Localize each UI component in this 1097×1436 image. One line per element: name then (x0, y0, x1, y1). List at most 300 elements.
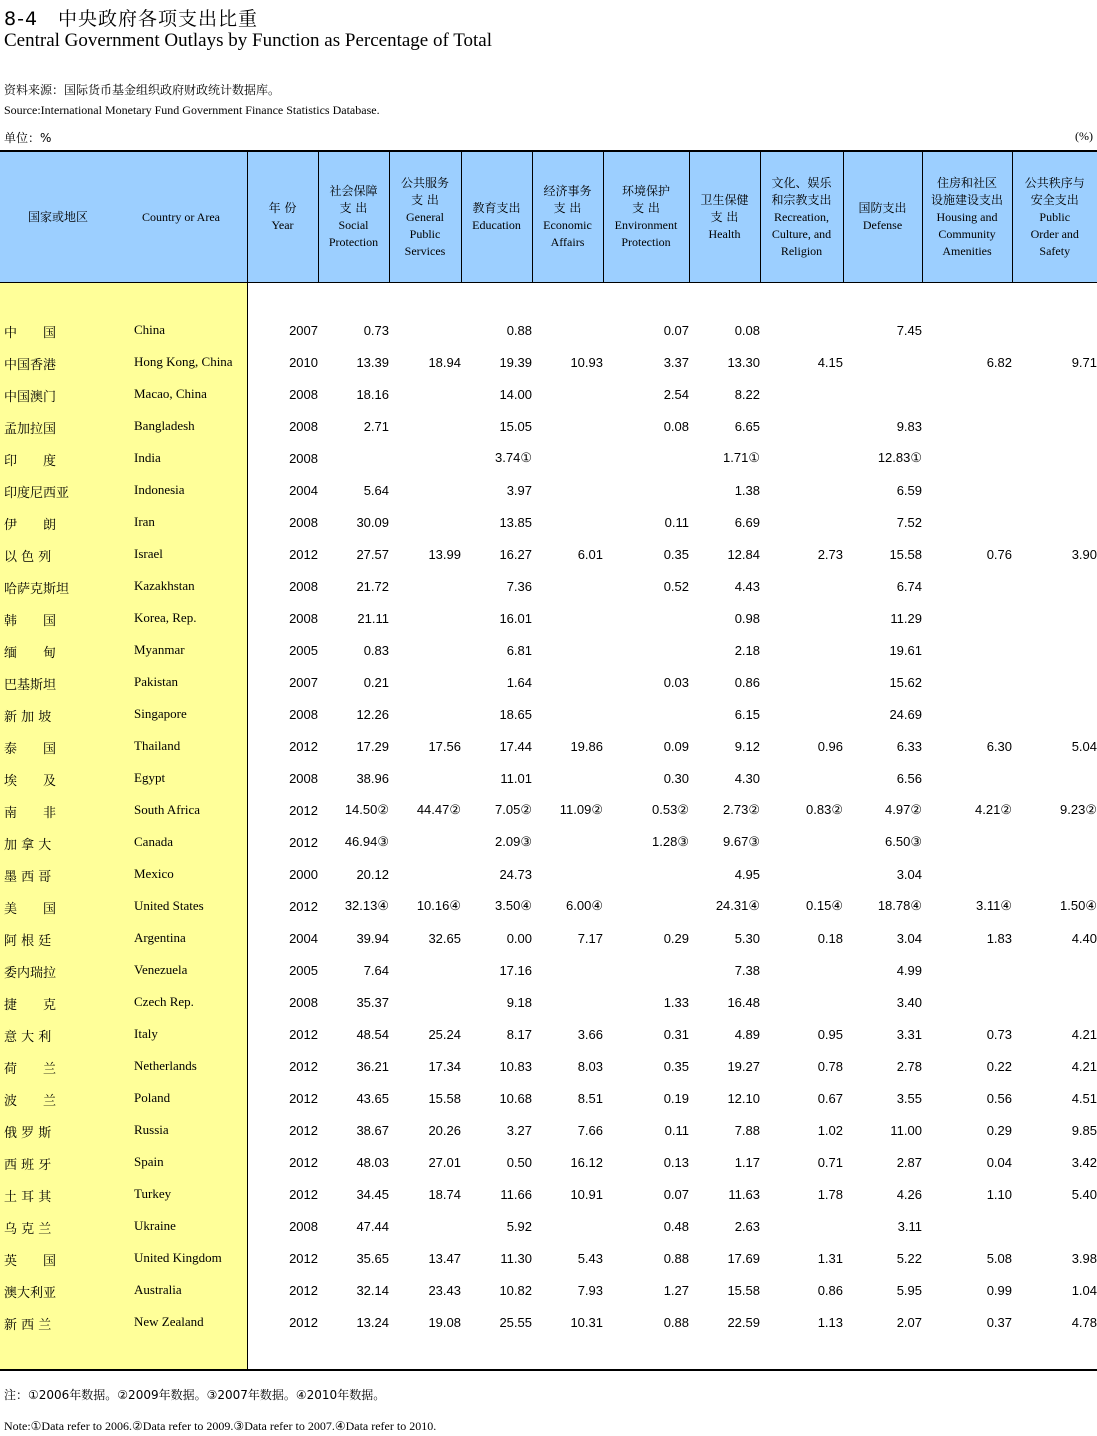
value-cell (1012, 314, 1097, 346)
year-cell: 2012 (289, 546, 318, 562)
value-cell: 0.04 (986, 1154, 1012, 1170)
country-name-en: Czech Rep. (134, 994, 194, 1009)
value-cell (922, 986, 1012, 1018)
value-cell: 5.40 (1071, 1186, 1097, 1202)
country-name-en: New Zealand (134, 1314, 204, 1329)
value-cell: 0.07 (663, 1186, 689, 1202)
header-health-line: Health (708, 226, 741, 241)
value-cell: 19.39 (499, 354, 532, 370)
country-cell (0, 1050, 247, 1082)
value-cell: 12.10 (727, 1090, 760, 1106)
value-cell (922, 314, 1012, 346)
header-order-line: Order and (1030, 226, 1079, 241)
value-cell: 18.74 (428, 1186, 461, 1202)
country-name-zh: 新 西 兰 (4, 1318, 52, 1333)
country-cell (0, 666, 247, 698)
value-cell (760, 410, 843, 442)
value-cell: 0.03 (663, 674, 689, 690)
value-cell: 0.99 (986, 1282, 1012, 1298)
country-name-en: China (134, 322, 166, 337)
value-cell: 12.83① (877, 450, 922, 465)
country-name-zh: 加 拿 大 (4, 838, 52, 853)
value-cell: 47.44 (356, 1218, 389, 1234)
country-name-en: United Kingdom (134, 1250, 222, 1265)
value-cell: 11.66 (500, 1186, 532, 1202)
value-cell: 4.51 (1071, 1090, 1097, 1106)
value-cell: 22.59 (727, 1314, 760, 1330)
value-cell: 4.21 (1071, 1026, 1097, 1042)
value-cell: 35.37 (356, 994, 389, 1010)
value-cell: 19.86 (570, 738, 603, 754)
value-cell: 2.07 (896, 1314, 922, 1330)
value-cell (760, 314, 843, 346)
value-cell (603, 634, 689, 666)
year-cell: 2008 (289, 578, 318, 594)
value-cell (1012, 410, 1097, 442)
value-cell: 4.21② (975, 802, 1012, 817)
value-cell (1012, 698, 1097, 730)
year-cell: 2007 (289, 674, 318, 690)
value-cell: 2.78 (896, 1058, 922, 1074)
value-cell (760, 442, 843, 474)
value-cell: 0.88 (506, 322, 532, 338)
value-cell: 0.21 (363, 674, 389, 690)
year-cell: 2012 (289, 1026, 318, 1042)
outlays-table (0, 150, 1097, 1371)
country-name-en: Myanmar (134, 642, 185, 657)
header-environment-line: Environment (614, 218, 678, 232)
value-cell: 6.01 (577, 546, 603, 562)
header-economic-line: Economic (543, 218, 592, 232)
value-cell: 0.11 (664, 1122, 689, 1138)
value-cell: 6.81 (506, 642, 532, 658)
value-cell (922, 506, 1012, 538)
value-cell: 6.50③ (885, 834, 922, 849)
value-cell: 0.08 (734, 322, 760, 338)
country-name-zh: 新 加 坡 (4, 710, 52, 725)
title-chinese: 8-4 中央政府各项支出比重 (4, 8, 259, 30)
table-row (0, 1146, 1097, 1178)
year-cell: 2012 (289, 1154, 318, 1170)
value-cell: 0.88 (663, 1314, 689, 1330)
value-cell (532, 506, 603, 538)
country-cell (0, 1082, 247, 1114)
header-recreation-line: 和宗教支出 (771, 192, 832, 207)
value-cell (1012, 986, 1097, 1018)
value-cell: 16.27 (499, 546, 532, 562)
value-cell: 7.52 (896, 514, 922, 530)
value-cell: 6.15 (734, 706, 760, 722)
value-cell: 7.45 (896, 322, 922, 338)
value-cell: 3.42 (1071, 1154, 1097, 1170)
country-name-zh: 土 耳 其 (4, 1190, 52, 1205)
value-cell (532, 858, 603, 890)
value-cell (1012, 826, 1097, 858)
value-cell: 5.04 (1071, 738, 1097, 754)
value-cell: 17.16 (499, 962, 532, 978)
header-year (247, 151, 318, 283)
value-cell: 27.57 (356, 546, 389, 562)
value-cell: 35.65 (356, 1250, 389, 1266)
country-name-zh: 巴基斯坦 (4, 678, 57, 693)
value-cell: 0.95 (817, 1026, 843, 1042)
header-defense (843, 151, 922, 283)
value-cell: 9.23② (1060, 802, 1097, 817)
country-name-en: Hong Kong, China (134, 354, 233, 369)
value-cell: 17.69 (727, 1250, 760, 1266)
value-cell: 8.51 (577, 1090, 603, 1106)
value-cell: 3.11④ (976, 898, 1012, 913)
country-name-en: Poland (134, 1090, 171, 1105)
value-cell: 7.64 (363, 962, 389, 978)
header-environment-line: 支 出 (632, 201, 660, 215)
country-cell (0, 890, 247, 922)
value-cell: 0.35 (663, 1058, 689, 1074)
country-name-zh: 美 国 (4, 902, 57, 917)
country-name-en: Kazakhstan (134, 578, 195, 593)
country-name-zh: 中 国 (4, 326, 57, 341)
country-name-en: Israel (134, 546, 163, 561)
year-cell: 2012 (289, 1250, 318, 1266)
value-cell: 15.05 (499, 418, 532, 434)
value-cell: 13.24 (356, 1314, 389, 1330)
country-name-zh: 埃 及 (4, 774, 57, 789)
year-cell: 2012 (289, 898, 318, 914)
value-cell: 3.97 (506, 482, 532, 498)
year-cell: 2010 (289, 354, 318, 370)
header-social-protection (318, 151, 389, 283)
year-cell: 2005 (289, 962, 318, 978)
value-cell: 3.50④ (495, 898, 532, 913)
value-cell: 3.98 (1071, 1250, 1097, 1266)
value-cell (532, 410, 603, 442)
header-public-order (1012, 151, 1097, 283)
value-cell: 0.11 (664, 514, 689, 530)
value-cell: 10.31 (570, 1314, 603, 1330)
value-cell: 46.94③ (344, 834, 389, 849)
value-cell: 1.13 (817, 1314, 843, 1330)
value-cell: 2.54 (663, 386, 689, 402)
table-row (0, 1242, 1097, 1274)
value-cell (760, 570, 843, 602)
value-cell: 3.04 (896, 930, 922, 946)
country-name-en: Bangladesh (134, 418, 195, 433)
country-cell (0, 602, 247, 634)
value-cell: 0.73 (363, 322, 389, 338)
value-cell: 0.13 (663, 1154, 689, 1170)
country-name-zh: 孟加拉国 (4, 422, 57, 437)
header-recreation-line: Recreation, (774, 209, 829, 224)
year-cell: 2008 (289, 450, 318, 466)
value-cell (760, 954, 843, 986)
table-row (0, 698, 1097, 730)
value-cell (532, 314, 603, 346)
value-cell (922, 762, 1012, 794)
value-cell (389, 666, 461, 698)
year-cell: 2008 (289, 610, 318, 626)
value-cell: 25.24 (428, 1026, 461, 1042)
value-cell (760, 634, 843, 666)
year-cell: 2012 (289, 1122, 318, 1138)
country-name-en: Canada (134, 834, 173, 849)
value-cell (389, 826, 461, 858)
value-cell (760, 858, 843, 890)
value-cell: 20.26 (428, 1122, 461, 1138)
value-cell: 6.65 (734, 418, 760, 434)
value-cell: 0.22 (986, 1058, 1012, 1074)
value-cell: 4.30 (734, 770, 760, 786)
value-cell (760, 378, 843, 410)
country-cell (0, 1178, 247, 1210)
header-social-line: Protection (328, 235, 379, 249)
value-cell: 6.82 (986, 354, 1012, 370)
value-cell: 4.21 (1071, 1058, 1097, 1074)
value-cell (603, 698, 689, 730)
country-name-en: Australia (134, 1282, 182, 1297)
value-cell (603, 890, 689, 922)
value-cell: 1.02 (817, 1122, 843, 1138)
value-cell: 18.94 (428, 354, 461, 370)
value-cell (922, 698, 1012, 730)
value-cell: 4.43 (734, 578, 760, 594)
value-cell: 2.71 (363, 418, 389, 434)
value-cell: 0.96 (817, 738, 843, 754)
value-cell (760, 506, 843, 538)
header-order-line: Safety (1039, 243, 1071, 258)
country-cell (0, 314, 247, 346)
table-row (0, 922, 1097, 954)
country-name-zh: 中国澳门 (4, 390, 57, 405)
value-cell: 19.27 (727, 1058, 760, 1074)
header-housing-line: 设施建设支出 (930, 192, 1003, 207)
header-economic-line: 经济事务 (543, 184, 592, 198)
value-cell: 9.12 (734, 738, 760, 754)
value-cell (760, 602, 843, 634)
country-name-en: Mexico (134, 866, 174, 881)
country-cell (0, 1306, 247, 1338)
value-cell (532, 378, 603, 410)
country-name-zh: 捷 克 (4, 998, 57, 1013)
header-housing-line: Amenities (942, 243, 992, 258)
value-cell (922, 378, 1012, 410)
value-cell: 3.11 (897, 1218, 922, 1234)
country-name-zh: 西 班 牙 (4, 1158, 52, 1173)
value-cell: 5.30 (734, 930, 760, 946)
table-row (0, 1082, 1097, 1114)
country-cell (0, 410, 247, 442)
value-cell (389, 954, 461, 986)
table-row (0, 1018, 1097, 1050)
value-cell: 9.18 (506, 994, 532, 1010)
value-cell (922, 442, 1012, 474)
value-cell (532, 698, 603, 730)
header-education (461, 151, 532, 283)
value-cell: 3.55 (896, 1090, 922, 1106)
year-cell: 2012 (289, 834, 318, 850)
value-cell: 15.58 (889, 546, 922, 562)
value-cell: 7.36 (506, 578, 532, 594)
value-cell: 6.56 (896, 770, 922, 786)
value-cell: 39.94 (356, 930, 389, 946)
value-cell (1012, 506, 1097, 538)
value-cell (532, 954, 603, 986)
value-cell: 0.52 (663, 578, 689, 594)
value-cell: 5.92 (506, 1218, 532, 1234)
table-row (0, 570, 1097, 602)
value-cell: 1.27 (663, 1282, 689, 1298)
country-name-zh: 韩 国 (4, 614, 57, 629)
value-cell: 4.95 (734, 866, 760, 882)
value-cell: 18.65 (499, 706, 532, 722)
value-cell: 4.78 (1071, 1314, 1097, 1330)
value-cell: 6.00④ (566, 898, 603, 913)
country-name-zh: 意 大 利 (4, 1030, 52, 1045)
header-general-public-services (389, 151, 461, 283)
year-cell: 2012 (289, 738, 318, 754)
header-economic-affairs (532, 151, 603, 283)
value-cell: 13.47 (428, 1250, 461, 1266)
table-row (0, 890, 1097, 922)
country-name-zh: 南 非 (4, 806, 57, 821)
year-cell: 2004 (289, 930, 318, 946)
value-cell: 11.63 (728, 1186, 760, 1202)
year-cell: 2007 (289, 322, 318, 338)
value-cell (760, 826, 843, 858)
country-cell (0, 1210, 247, 1242)
value-cell: 9.71 (1071, 354, 1097, 370)
value-cell: 0.15④ (806, 898, 843, 913)
value-cell: 4.99 (896, 962, 922, 978)
country-cell (0, 826, 247, 858)
header-housing (922, 151, 1012, 283)
country-name-en: Indonesia (134, 482, 185, 497)
value-cell (922, 602, 1012, 634)
table-row (0, 954, 1097, 986)
value-cell: 6.33 (896, 738, 922, 754)
value-cell: 11.09② (559, 802, 603, 817)
value-cell: 2.09③ (495, 834, 532, 849)
year-cell: 2008 (289, 994, 318, 1010)
value-cell (760, 762, 843, 794)
table-row (0, 378, 1097, 410)
title-english: Central Government Outlays by Function as Percentage of Total (4, 30, 492, 51)
value-cell (922, 410, 1012, 442)
value-cell: 10.93 (570, 354, 603, 370)
country-name-zh: 乌 克 兰 (4, 1222, 52, 1237)
year-cell: 2012 (289, 1058, 318, 1074)
value-cell: 0.31 (663, 1026, 689, 1042)
value-cell: 3.74① (495, 450, 532, 465)
value-cell (532, 1210, 603, 1242)
value-cell: 3.66 (577, 1026, 603, 1042)
header-country-zh: 国家或地区 (28, 210, 89, 224)
value-cell: 14.50② (344, 802, 389, 817)
table-row (0, 986, 1097, 1018)
header-housing-line: Housing and (936, 209, 998, 224)
value-cell: 13.39 (356, 354, 389, 370)
header-economic-line: 支 出 (553, 201, 582, 215)
country-cell (0, 986, 247, 1018)
value-cell: 24.69 (889, 706, 922, 722)
value-cell (922, 666, 1012, 698)
value-cell: 4.40 (1071, 930, 1097, 946)
country-cell (0, 634, 247, 666)
value-cell: 32.65 (428, 930, 461, 946)
header-recreation (760, 151, 843, 283)
value-cell: 36.21 (356, 1058, 389, 1074)
value-cell: 5.95 (896, 1282, 922, 1298)
country-cell (0, 858, 247, 890)
country-name-zh: 印 度 (4, 454, 57, 469)
value-cell: 3.37 (663, 354, 689, 370)
value-cell: 1.38 (734, 482, 760, 498)
country-cell (0, 1114, 247, 1146)
value-cell (389, 762, 461, 794)
year-cell: 2008 (289, 770, 318, 786)
value-cell (532, 570, 603, 602)
value-cell (760, 666, 843, 698)
value-cell (389, 1210, 461, 1242)
country-name-en: Egypt (134, 770, 166, 785)
value-cell: 38.96 (356, 770, 389, 786)
source-english: Source:International Monetary Fund Government Finance Statistics Database. (4, 103, 380, 117)
value-cell: 11.30 (500, 1250, 532, 1266)
value-cell: 0.19 (663, 1090, 689, 1106)
value-cell: 18.78④ (877, 898, 922, 913)
value-cell: 1.50④ (1060, 898, 1097, 913)
header-general-line: 支 出 (411, 192, 439, 207)
value-cell: 1.04 (1071, 1282, 1097, 1298)
table-row (0, 858, 1097, 890)
value-cell: 7.88 (734, 1122, 760, 1138)
value-cell: 7.38 (734, 962, 760, 978)
value-cell: 34.45 (356, 1186, 389, 1202)
value-cell: 13.30 (727, 354, 760, 370)
value-cell: 4.97② (885, 802, 922, 817)
country-name-zh: 泰 国 (4, 742, 57, 757)
value-cell: 15.58 (727, 1282, 760, 1298)
country-cell (0, 794, 247, 826)
value-cell: 1.28③ (652, 834, 689, 849)
value-cell (532, 602, 603, 634)
spacer-row-top (0, 283, 1097, 315)
value-cell: 0.83② (806, 802, 843, 817)
country-cell (0, 506, 247, 538)
value-cell: 0.07 (663, 322, 689, 338)
table-row (0, 762, 1097, 794)
country-name-en: Korea, Rep. (134, 610, 197, 625)
value-cell: 16.48 (727, 994, 760, 1010)
value-cell (1012, 474, 1097, 506)
value-cell (389, 986, 461, 1018)
value-cell: 43.65 (356, 1090, 389, 1106)
table-row (0, 474, 1097, 506)
value-cell: 7.93 (577, 1282, 603, 1298)
value-cell: 48.54 (356, 1026, 389, 1042)
country-cell (0, 1242, 247, 1274)
value-cell: 1.10 (986, 1186, 1012, 1202)
table-row (0, 1050, 1097, 1082)
value-cell: 3.04 (896, 866, 922, 882)
country-name-zh: 阿 根 廷 (4, 934, 52, 949)
table-row (0, 826, 1097, 858)
table-body (0, 283, 1097, 1371)
year-cell: 2008 (289, 514, 318, 530)
value-cell (1012, 1210, 1097, 1242)
value-cell: 14.00 (499, 386, 532, 402)
country-name-en: Turkey (134, 1186, 172, 1201)
value-cell: 0.83 (363, 642, 389, 658)
